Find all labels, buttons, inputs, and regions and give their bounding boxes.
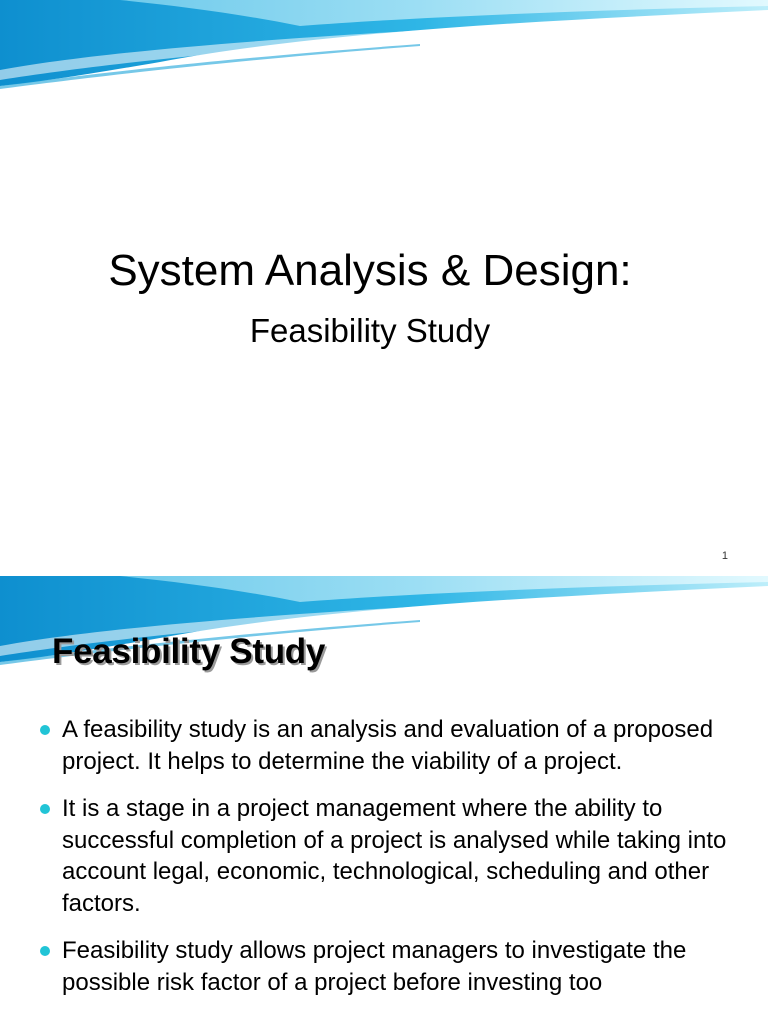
bullet-text: Feasibility study allows project managers to investigate the possible risk factor of a project before investing too <box>62 937 687 996</box>
slide-subtitle: Feasibility Study <box>249 312 491 349</box>
bullet-dot-icon <box>40 725 50 735</box>
page-number: 1 <box>721 550 728 562</box>
bullet-item <box>40 714 730 777</box>
content-slide <box>0 576 768 1024</box>
bullet-text: It is a stage in a project management where the ability to successful completion of a project is analysed while taking into account legal, economic, technological, scheduling and other factors. <box>62 795 727 917</box>
bullet-list <box>40 714 730 1014</box>
bullet-item <box>40 935 730 998</box>
bullet-dot-icon <box>40 946 50 956</box>
bullet-text: A feasibility study is an analysis and evaluation of a proposed project. It helps to determine the viability of a project. <box>62 716 714 775</box>
bullet-item <box>40 793 730 919</box>
slide-title: System Analysis & Design: <box>108 246 632 295</box>
header-wave-decoration <box>0 0 768 90</box>
bullet-dot-icon <box>40 804 50 814</box>
slide-title: Feasibility Study <box>52 632 326 671</box>
